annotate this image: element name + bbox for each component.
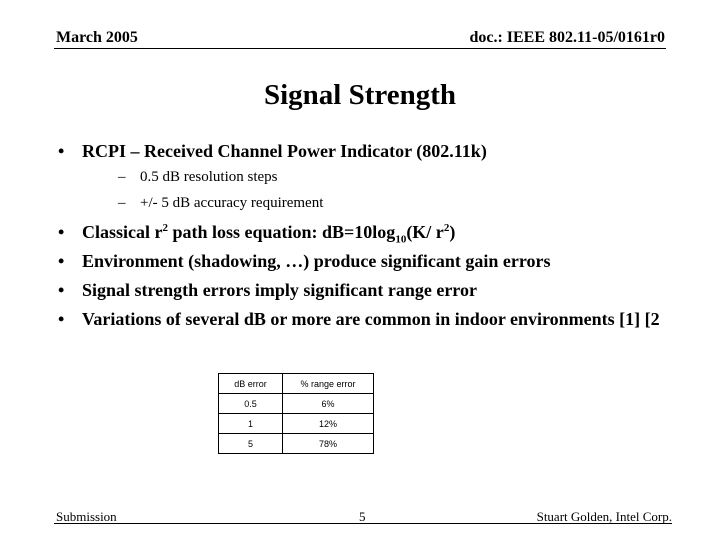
footer-author: Stuart Golden, Intel Corp. [536,509,672,524]
footer-submission: Submission [56,509,117,524]
slide-title: Signal Strength [263,79,457,111]
dash-marker: – [118,195,126,211]
equation-prefix: Classical r [82,222,163,242]
table-header-cell: % range error [283,374,374,394]
table-row [219,394,374,414]
table-cell: 12% [283,414,374,434]
table-row [219,414,374,434]
bullet-text: Variations of several dB or more are common in indoor environments [1] [2 [82,309,660,329]
table-row [219,434,374,454]
equation-after-sub: (K/ r [406,222,444,242]
table-cell: 0.5 [219,394,283,414]
range-error-table [218,373,374,454]
header-divider [54,48,666,49]
header-date: March 2005 [56,29,138,46]
bullet-text: RCPI – Received Channel Power Indicator (802.11k) [82,141,487,161]
bullet-marker: • [58,251,65,271]
bullet-marker: • [58,280,65,300]
superscript: 2 [162,222,168,234]
table-header-row [219,374,374,394]
footer-page-number: 5 [359,509,366,524]
bullet-text [82,222,455,246]
bullet-marker: • [58,309,65,329]
header-doc-id: doc.: IEEE 802.11-05/0161r0 [469,29,665,46]
table-cell: 78% [283,434,374,454]
dash-marker: – [118,169,126,185]
sub-bullet-text: 0.5 dB resolution steps [140,169,278,185]
bullet-text: Signal strength errors imply significant range error [82,280,477,300]
bullet-marker: • [58,141,65,161]
table-header-cell: dB error [219,374,283,394]
bullet-indoor-variations [58,309,720,331]
table-cell: 5 [219,434,283,454]
table-cell: 6% [283,394,374,414]
equation-mid: path loss equation: dB=10log [168,222,396,242]
sub-bullet-text: +/- 5 dB accuracy requirement [140,195,324,211]
bullet-marker: • [58,222,65,242]
superscript: 2 [443,222,450,234]
bullet-text: Environment (shadowing, …) produce significant gain errors [82,251,551,271]
table-cell: 1 [219,414,283,434]
equation-close: ) [449,222,456,242]
subscript: 10 [395,233,407,246]
